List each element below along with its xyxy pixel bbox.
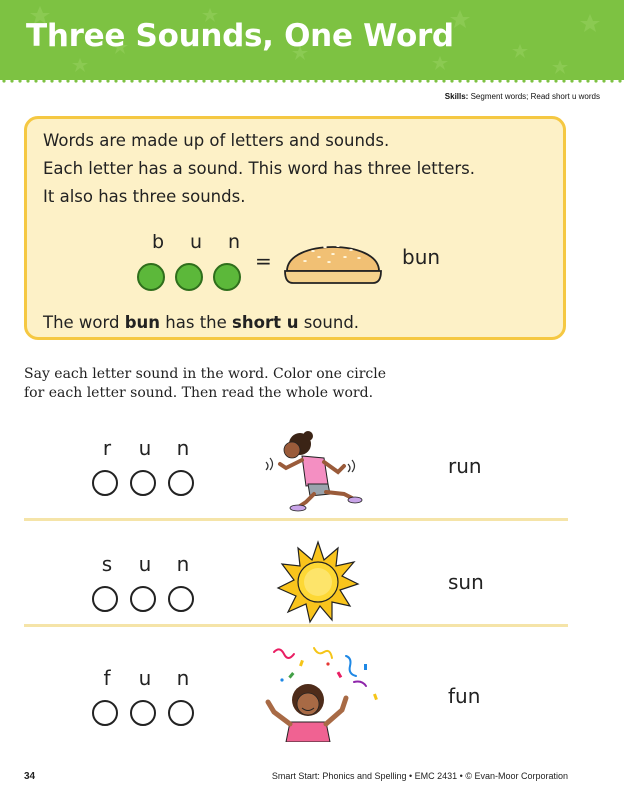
example-letter: u [189,231,203,253]
sound-circles [92,586,202,616]
row-word: run [448,454,482,478]
page-title: Three Sounds, One Word [26,18,454,54]
sound-circle[interactable] [130,586,156,612]
bun-illustration [283,231,383,287]
sound-circles [92,470,202,500]
sound-circle[interactable] [168,470,194,496]
row-letter: n [176,436,190,460]
row-divider [24,518,568,521]
sound-circle[interactable] [92,470,118,496]
word-row-run [24,420,568,530]
girl-celebrating-confetti-illustration [254,642,384,742]
row-letter: s [101,552,113,576]
row-letter: r [102,436,112,460]
dotted-border [0,74,624,84]
skills-line [445,92,600,101]
skills-label: Skills: [444,92,469,101]
sound-circles [92,700,202,730]
row-letters [92,666,202,692]
row-letters [92,552,202,578]
skills-text: Segment words; Read short u words [470,92,600,101]
row-word: fun [448,684,481,708]
title-banner [0,0,624,80]
example-word: bun [402,245,441,269]
row-word: sun [448,570,484,594]
summary-pre: The word [43,313,125,332]
example-letters [143,231,253,255]
info-box [24,116,566,340]
sun-illustration [276,540,360,624]
summary-word: bun [124,313,161,332]
sound-circle[interactable] [130,470,156,496]
summary-post: sound. [298,313,360,332]
row-divider [24,624,568,627]
row-letters [92,436,202,462]
info-line-2: Each letter has a sound. This word has three letters. [43,159,476,178]
info-line-1: Words are made up of letters and sounds. [43,131,390,150]
row-letter: u [138,666,152,690]
row-letter: n [176,552,190,576]
example-sound-dots [137,263,247,293]
page-number: 34 [24,771,36,782]
footer-credits: Smart Start: Phonics and Spelling • EMC 2431 • © Evan-Moor Corporation [271,771,568,781]
row-letter: f [103,666,111,690]
filled-sound-circle [137,263,165,291]
word-row-sun [24,536,568,646]
row-letter: u [138,552,152,576]
info-line-3: It also has three sounds. [43,187,246,206]
sound-circle[interactable] [168,700,194,726]
child-running-illustration [262,428,372,512]
instructions-line-1: Say each letter sound in the word. Color one circle [24,366,387,382]
summary-mid: has the [160,313,233,332]
summary-sound: short u [232,313,299,332]
word-row-fun [24,650,568,760]
example-letter: b [151,231,165,253]
sound-circle[interactable] [92,586,118,612]
example-letter: n [227,231,241,253]
filled-sound-circle [175,263,203,291]
row-letter: n [176,666,190,690]
instructions [24,365,444,403]
filled-sound-circle [213,263,241,291]
sound-circle[interactable] [168,586,194,612]
summary-line [43,313,359,332]
instructions-line-2: for each letter sound. Then read the whole word. [24,385,374,401]
equals-sign: = [255,249,272,273]
sound-circle[interactable] [130,700,156,726]
sound-circle[interactable] [92,700,118,726]
row-letter: u [138,436,152,460]
